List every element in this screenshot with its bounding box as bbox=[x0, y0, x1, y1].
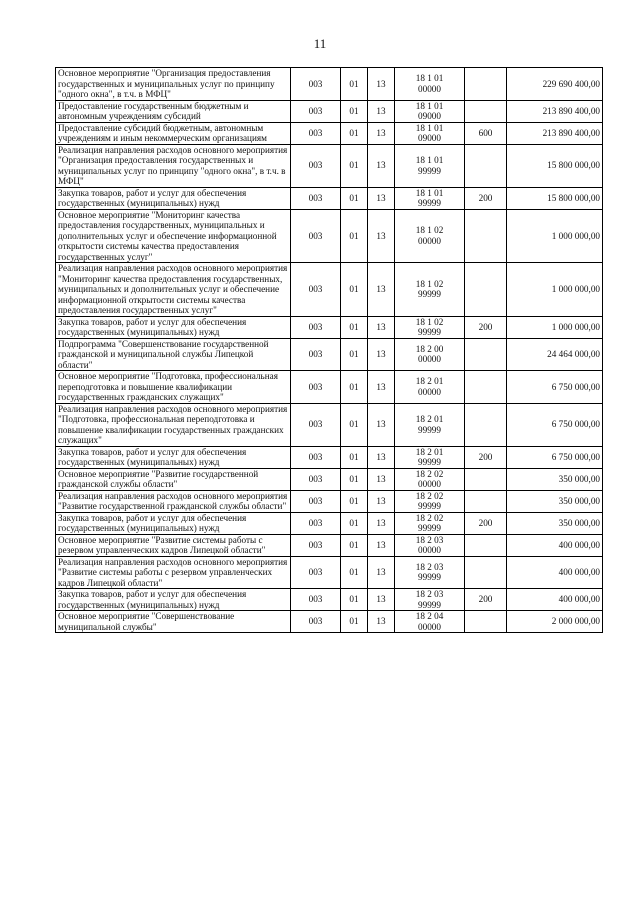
row-subsection: 13 bbox=[368, 144, 395, 187]
row-target-article-line1: 18 2 03 bbox=[415, 561, 444, 572]
row-target-article bbox=[395, 144, 465, 187]
row-name: Закупка товаров, работ и услуг для обеспечения государственных (муниципальных) нужд bbox=[56, 316, 291, 338]
row-section: 01 bbox=[341, 209, 368, 263]
row-amount: 213 890 400,00 bbox=[507, 100, 603, 122]
table-row bbox=[56, 144, 603, 187]
row-target-article bbox=[395, 403, 465, 446]
table-row bbox=[56, 263, 603, 317]
table-row bbox=[56, 589, 603, 611]
row-target-article bbox=[395, 589, 465, 611]
row-target-article bbox=[395, 611, 465, 633]
row-target-article-line2: 00000 bbox=[418, 83, 441, 94]
row-expense-type bbox=[465, 338, 507, 371]
row-target-article-line2: 99999 bbox=[418, 327, 441, 337]
row-admin-code: 003 bbox=[291, 316, 341, 338]
row-expense-type: 200 bbox=[465, 316, 507, 338]
row-name: Реализация направления расходов основного мероприятия "Организация предоставления государственных и муниципальных услуг по принципу "одного окна", в т.ч. в МФЦ" bbox=[56, 144, 291, 187]
row-expense-type: 200 bbox=[465, 446, 507, 468]
row-section: 01 bbox=[341, 122, 368, 144]
table-row bbox=[56, 122, 603, 144]
row-subsection: 13 bbox=[368, 556, 395, 589]
row-admin-code: 003 bbox=[291, 589, 341, 611]
row-target-article bbox=[395, 100, 465, 122]
row-name: Реализация направления расходов основного мероприятия "Подготовка, профессиональная переподготовка и повышение квалификации государственных гражданских служащих" bbox=[56, 403, 291, 446]
row-target-article-line1: 18 2 02 bbox=[415, 512, 444, 523]
table-row bbox=[56, 187, 603, 209]
row-target-article-line1: 18 2 02 bbox=[415, 468, 444, 479]
row-expense-type bbox=[465, 403, 507, 446]
row-name: Предоставление государственным бюджетным и автономным учреждениям субсидий bbox=[56, 100, 291, 122]
row-target-article-line2: 99999 bbox=[418, 599, 441, 610]
row-expense-type bbox=[465, 490, 507, 512]
row-target-article-line2: 00000 bbox=[418, 386, 441, 397]
table-row bbox=[56, 100, 603, 122]
table-row bbox=[56, 403, 603, 446]
row-subsection: 13 bbox=[368, 263, 395, 317]
row-target-article-line1: 18 1 01 bbox=[415, 187, 444, 198]
row-target-article-line2: 99999 bbox=[418, 165, 441, 176]
row-amount: 1 000 000,00 bbox=[507, 316, 603, 338]
row-admin-code: 003 bbox=[291, 611, 341, 633]
row-subsection: 13 bbox=[368, 512, 395, 534]
row-target-article-line1: 18 1 01 bbox=[415, 122, 444, 133]
row-section: 01 bbox=[341, 403, 368, 446]
row-admin-code: 003 bbox=[291, 209, 341, 263]
row-name: Закупка товаров, работ и услуг для обеспечения государственных (муниципальных) нужд bbox=[56, 512, 291, 534]
row-expense-type bbox=[465, 263, 507, 317]
row-amount: 6 750 000,00 bbox=[507, 403, 603, 446]
budget-table bbox=[55, 67, 603, 633]
row-name: Подпрограмма "Совершенствование государственной гражданской и муниципальной службы Липецкой области" bbox=[56, 338, 291, 371]
row-subsection: 13 bbox=[368, 68, 395, 101]
row-section: 01 bbox=[341, 187, 368, 209]
row-name: Реализация направления расходов основного мероприятия "Развитие государственной гражданской службы области" bbox=[56, 490, 291, 512]
row-section: 01 bbox=[341, 512, 368, 534]
row-admin-code: 003 bbox=[291, 68, 341, 101]
row-subsection: 13 bbox=[368, 534, 395, 556]
row-amount: 350 000,00 bbox=[507, 468, 603, 490]
row-expense-type bbox=[465, 100, 507, 122]
row-admin-code: 003 bbox=[291, 122, 341, 144]
row-target-article-line1: 18 1 01 bbox=[415, 100, 444, 111]
row-subsection: 13 bbox=[368, 316, 395, 338]
row-amount: 350 000,00 bbox=[507, 512, 603, 534]
row-target-article-line1: 18 2 04 bbox=[415, 611, 444, 621]
row-subsection: 13 bbox=[368, 209, 395, 263]
row-subsection: 13 bbox=[368, 403, 395, 446]
row-target-article-line2: 00000 bbox=[418, 545, 441, 555]
row-amount: 15 800 000,00 bbox=[507, 187, 603, 209]
row-expense-type bbox=[465, 68, 507, 101]
row-amount: 24 464 000,00 bbox=[507, 338, 603, 371]
row-target-article-line2: 99999 bbox=[418, 424, 441, 435]
row-admin-code: 003 bbox=[291, 263, 341, 317]
row-expense-type: 200 bbox=[465, 187, 507, 209]
table-row bbox=[56, 468, 603, 490]
row-target-article-line2: 00000 bbox=[418, 354, 441, 365]
row-amount: 6 750 000,00 bbox=[507, 371, 603, 404]
row-name: Основное мероприятие "Развитие государственной гражданской службы области" bbox=[56, 468, 291, 490]
row-target-article-line2: 00000 bbox=[418, 621, 441, 632]
row-amount: 400 000,00 bbox=[507, 589, 603, 611]
row-target-article-line2: 99999 bbox=[418, 572, 441, 583]
row-subsection: 13 bbox=[368, 187, 395, 209]
table-row bbox=[56, 371, 603, 404]
row-target-article-line2: 00000 bbox=[418, 479, 441, 489]
row-amount: 213 890 400,00 bbox=[507, 122, 603, 144]
row-section: 01 bbox=[341, 589, 368, 611]
table-row bbox=[56, 316, 603, 338]
row-section: 01 bbox=[341, 534, 368, 556]
row-section: 01 bbox=[341, 446, 368, 468]
row-target-article-line2: 99999 bbox=[418, 289, 441, 300]
row-subsection: 13 bbox=[368, 468, 395, 490]
row-target-article bbox=[395, 68, 465, 101]
row-target-article-line1: 18 2 01 bbox=[415, 376, 444, 387]
row-name: Основное мероприятие "Развитие системы работы с резервом управленческих кадров Липецкой области" bbox=[56, 534, 291, 556]
row-target-article-line1: 18 2 00 bbox=[415, 343, 444, 354]
row-section: 01 bbox=[341, 144, 368, 187]
row-admin-code: 003 bbox=[291, 187, 341, 209]
row-expense-type bbox=[465, 371, 507, 404]
table-row bbox=[56, 534, 603, 556]
row-expense-type: 600 bbox=[465, 122, 507, 144]
row-target-article bbox=[395, 468, 465, 490]
row-subsection: 13 bbox=[368, 611, 395, 633]
row-section: 01 bbox=[341, 490, 368, 512]
table-row bbox=[56, 556, 603, 589]
row-subsection: 13 bbox=[368, 122, 395, 144]
row-name: Закупка товаров, работ и услуг для обеспечения государственных (муниципальных) нужд bbox=[56, 187, 291, 209]
row-target-article-line2: 99999 bbox=[418, 523, 441, 533]
row-target-article bbox=[395, 316, 465, 338]
row-section: 01 bbox=[341, 611, 368, 633]
row-subsection: 13 bbox=[368, 338, 395, 371]
row-target-article bbox=[395, 534, 465, 556]
row-expense-type: 200 bbox=[465, 512, 507, 534]
row-target-article-line1: 18 2 02 bbox=[415, 490, 444, 501]
row-target-article-line1: 18 2 03 bbox=[415, 589, 444, 599]
row-subsection: 13 bbox=[368, 446, 395, 468]
row-admin-code: 003 bbox=[291, 144, 341, 187]
row-target-article bbox=[395, 122, 465, 144]
row-amount: 229 690 400,00 bbox=[507, 68, 603, 101]
row-target-article-line2: 99999 bbox=[418, 457, 441, 467]
row-admin-code: 003 bbox=[291, 490, 341, 512]
row-target-article-line2: 99999 bbox=[418, 501, 441, 511]
row-expense-type bbox=[465, 534, 507, 556]
row-admin-code: 003 bbox=[291, 556, 341, 589]
table-row bbox=[56, 512, 603, 534]
row-section: 01 bbox=[341, 100, 368, 122]
row-target-article bbox=[395, 209, 465, 263]
row-section: 01 bbox=[341, 468, 368, 490]
row-admin-code: 003 bbox=[291, 534, 341, 556]
row-name: Предоставление субсидий бюджетным, автономным учреждениям и иным некоммерческим организациям bbox=[56, 122, 291, 144]
row-target-article-line1: 18 1 02 bbox=[415, 278, 444, 289]
row-target-article-line1: 18 1 02 bbox=[415, 225, 444, 236]
table-row bbox=[56, 338, 603, 371]
row-admin-code: 003 bbox=[291, 446, 341, 468]
table-row bbox=[56, 490, 603, 512]
row-target-article bbox=[395, 338, 465, 371]
row-expense-type: 200 bbox=[465, 589, 507, 611]
row-amount: 400 000,00 bbox=[507, 556, 603, 589]
budget-table-body bbox=[56, 68, 603, 633]
row-name: Основное мероприятие "Организация предоставления государственных и муниципальных услуг по принципу "одного окна", в т.ч. в МФЦ" bbox=[56, 68, 291, 101]
row-expense-type bbox=[465, 556, 507, 589]
row-subsection: 13 bbox=[368, 371, 395, 404]
row-section: 01 bbox=[341, 263, 368, 317]
row-section: 01 bbox=[341, 68, 368, 101]
row-name: Основное мероприятие "Совершенствование муниципальной службы" bbox=[56, 611, 291, 633]
row-subsection: 13 bbox=[368, 589, 395, 611]
row-name: Закупка товаров, работ и услуг для обеспечения государственных (муниципальных) нужд bbox=[56, 446, 291, 468]
row-subsection: 13 bbox=[368, 490, 395, 512]
row-expense-type bbox=[465, 468, 507, 490]
table-row bbox=[56, 209, 603, 263]
row-name: Закупка товаров, работ и услуг для обеспечения государственных (муниципальных) нужд bbox=[56, 589, 291, 611]
row-name: Основное мероприятие "Мониторинг качества предоставления государственных, муниципальных и дополнительных услуг и обеспечение информационной открытости системы качества предоставления государственных услуг" bbox=[56, 209, 291, 263]
row-amount: 1 000 000,00 bbox=[507, 209, 603, 263]
row-admin-code: 003 bbox=[291, 512, 341, 534]
row-target-article-line2: 99999 bbox=[418, 198, 441, 208]
row-target-article bbox=[395, 263, 465, 317]
row-target-article bbox=[395, 490, 465, 512]
row-name: Реализация направления расходов основного мероприятия "Развитие системы работы с резервом управленческих кадров Липецкой области" bbox=[56, 556, 291, 589]
row-expense-type bbox=[465, 611, 507, 633]
row-section: 01 bbox=[341, 556, 368, 589]
row-section: 01 bbox=[341, 338, 368, 371]
row-name: Основное мероприятие "Подготовка, профессиональная переподготовка и повышение квалификации государственных гражданских служащих" bbox=[56, 371, 291, 404]
row-target-article-line1: 18 2 01 bbox=[415, 414, 444, 424]
row-target-article bbox=[395, 446, 465, 468]
row-admin-code: 003 bbox=[291, 338, 341, 371]
row-section: 01 bbox=[341, 371, 368, 404]
row-admin-code: 003 bbox=[291, 371, 341, 404]
table-row bbox=[56, 446, 603, 468]
table-row bbox=[56, 68, 603, 101]
row-target-article-line1: 18 1 01 bbox=[415, 155, 444, 165]
row-target-article-line1: 18 2 01 bbox=[415, 446, 444, 457]
row-expense-type bbox=[465, 209, 507, 263]
row-admin-code: 003 bbox=[291, 468, 341, 490]
row-target-article bbox=[395, 371, 465, 404]
row-target-article-line1: 18 2 03 bbox=[415, 534, 444, 545]
row-amount: 400 000,00 bbox=[507, 534, 603, 556]
page-number: 11 bbox=[313, 36, 327, 51]
table-row bbox=[56, 611, 603, 633]
row-target-article bbox=[395, 187, 465, 209]
row-amount: 15 800 000,00 bbox=[507, 144, 603, 187]
row-section: 01 bbox=[341, 316, 368, 338]
row-admin-code: 003 bbox=[291, 100, 341, 122]
row-amount: 2 000 000,00 bbox=[507, 611, 603, 633]
row-target-article-line2: 00000 bbox=[418, 235, 441, 246]
row-target-article-line2: 09000 bbox=[418, 133, 441, 143]
row-expense-type bbox=[465, 144, 507, 187]
row-admin-code: 003 bbox=[291, 403, 341, 446]
row-subsection: 13 bbox=[368, 100, 395, 122]
row-target-article-line1: 18 1 01 bbox=[415, 73, 444, 84]
row-target-article-line2: 09000 bbox=[418, 111, 441, 121]
row-target-article-line1: 18 1 02 bbox=[415, 316, 444, 327]
row-name: Реализация направления расходов основного мероприятия "Мониторинг качества предоставления государственных, муниципальных и дополнительных услуг и обеспечение информационной открытости системы качества предоставления государственных услуг" bbox=[56, 263, 291, 317]
row-amount: 1 000 000,00 bbox=[507, 263, 603, 317]
row-target-article bbox=[395, 556, 465, 589]
row-amount: 6 750 000,00 bbox=[507, 446, 603, 468]
row-amount: 350 000,00 bbox=[507, 490, 603, 512]
row-target-article bbox=[395, 512, 465, 534]
